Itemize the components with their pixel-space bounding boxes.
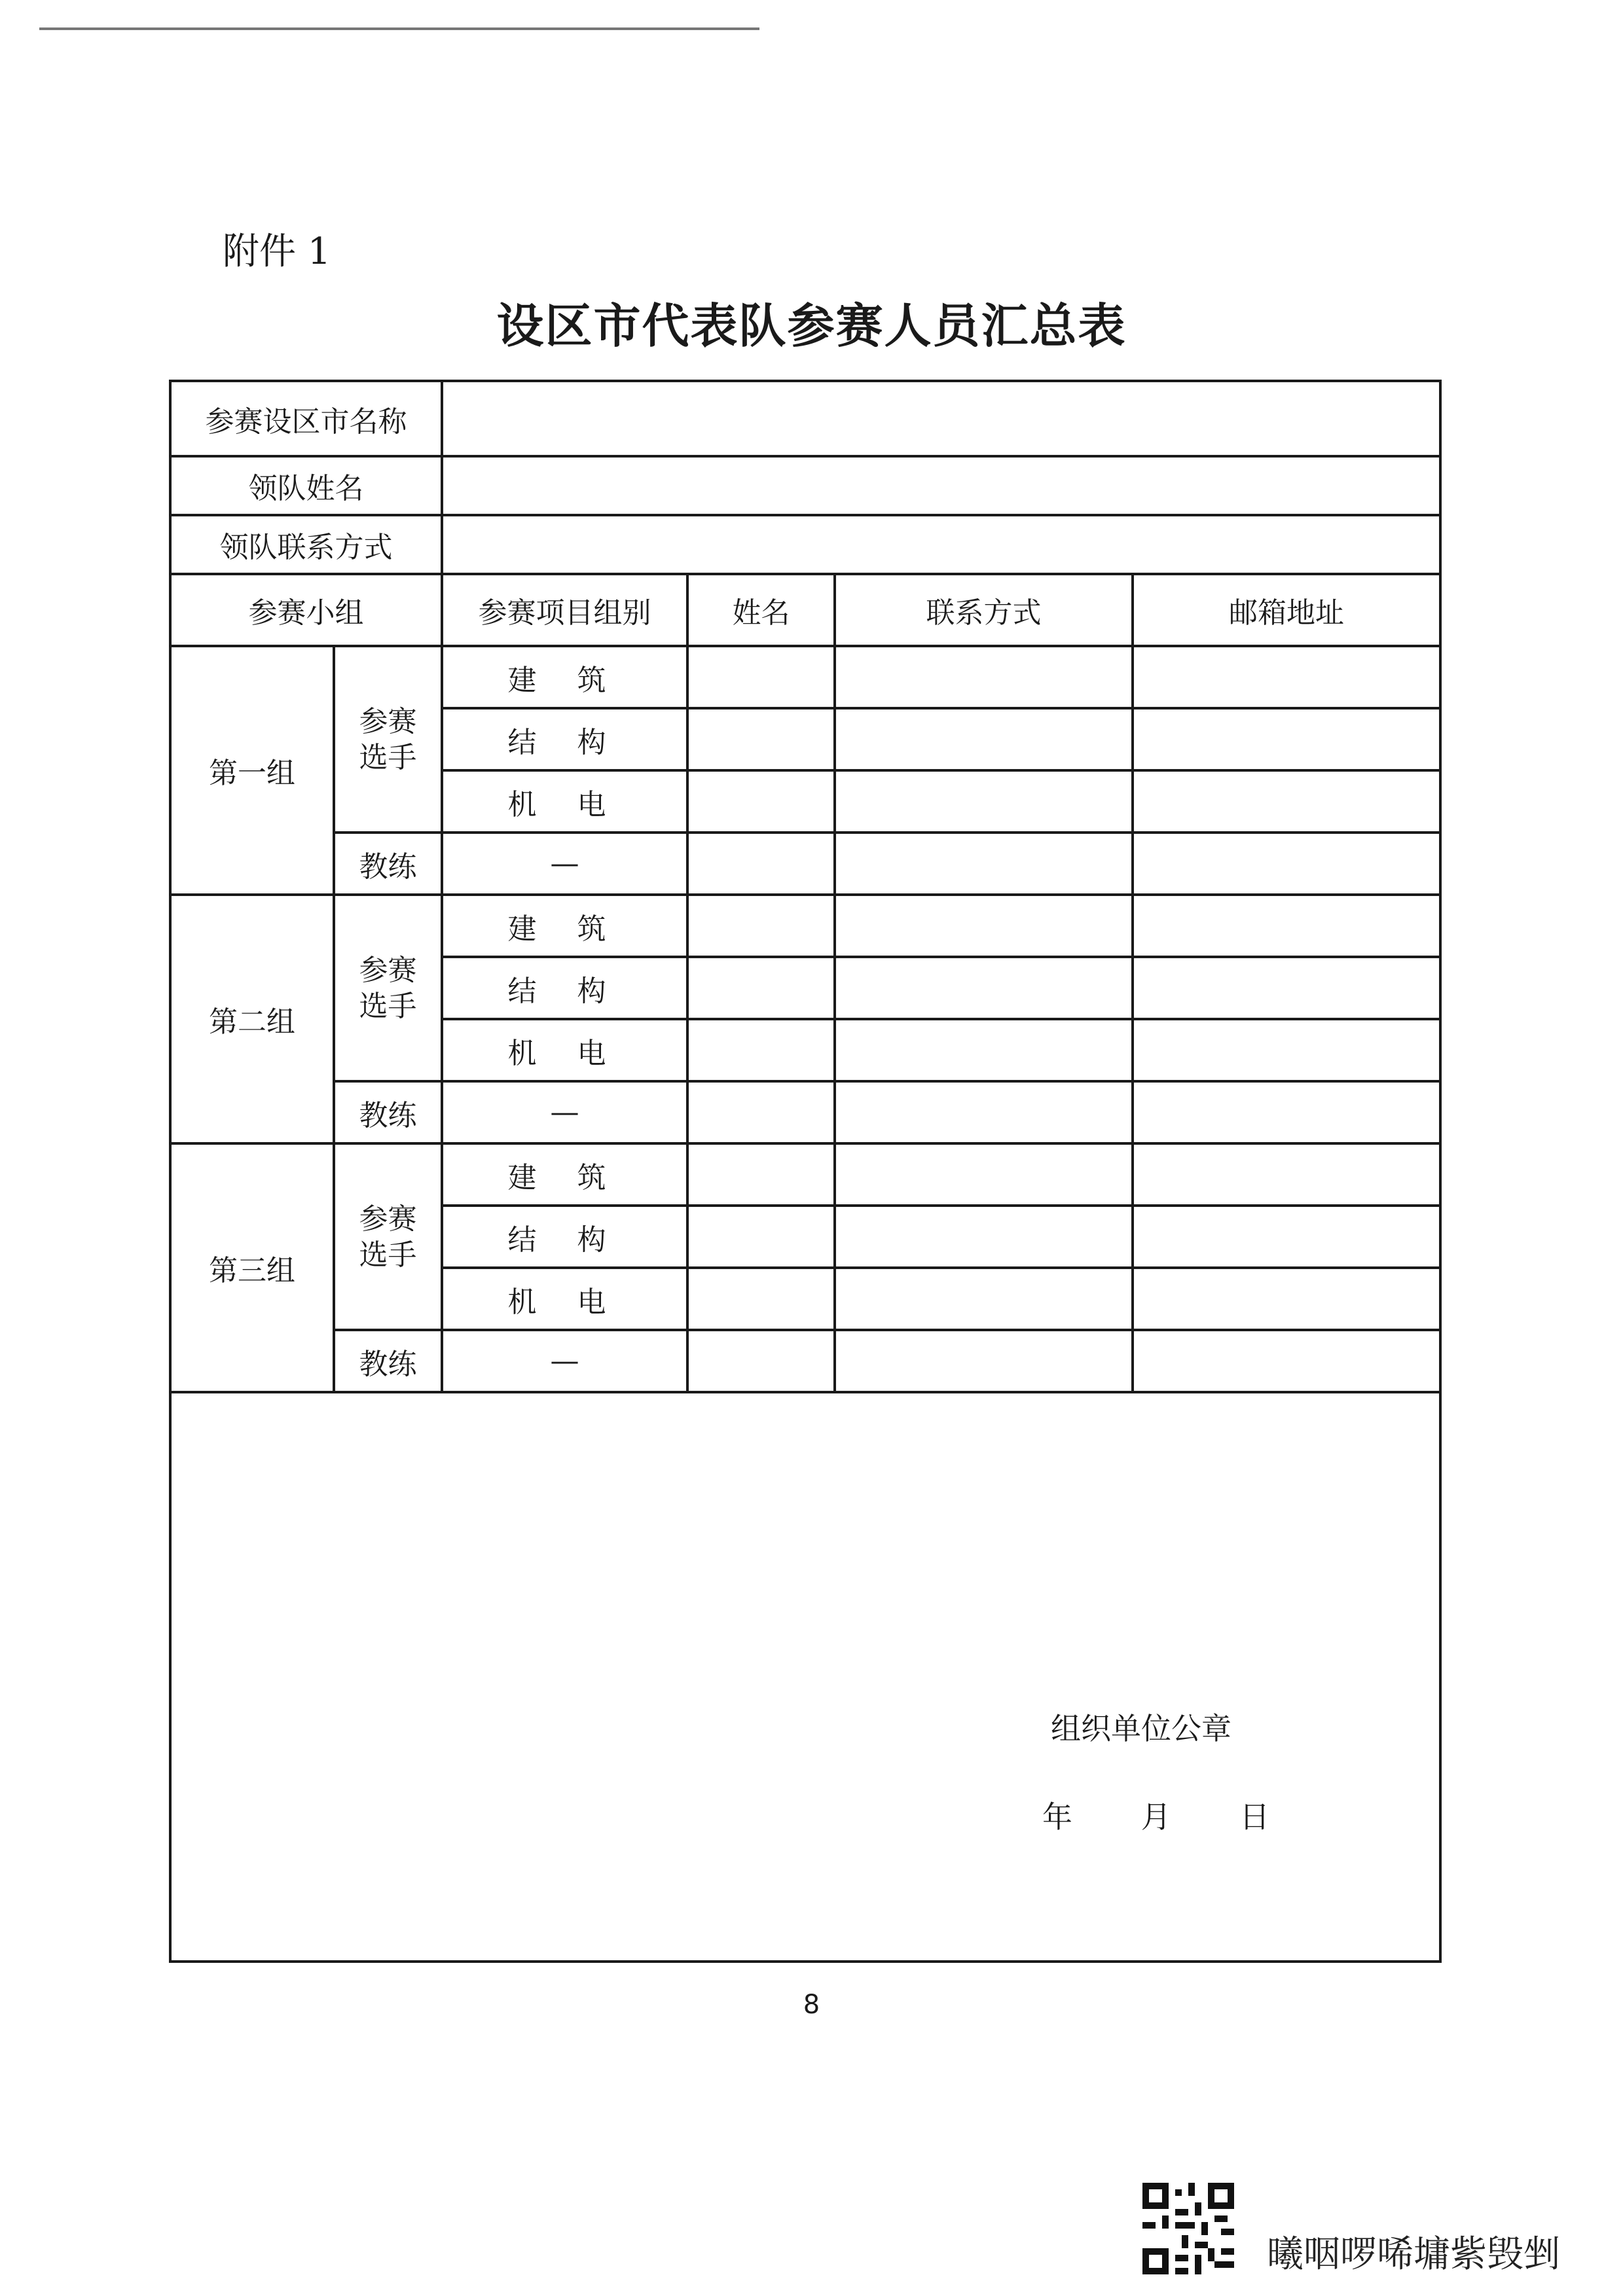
contact-field[interactable] — [835, 895, 1133, 957]
info-row — [170, 456, 1440, 515]
group-name: 第一组 — [170, 646, 334, 895]
email-field[interactable] — [1133, 1268, 1440, 1330]
table-row — [170, 1143, 1440, 1206]
email-field[interactable] — [1133, 957, 1440, 1019]
event-label: 建 筑 — [442, 895, 687, 957]
seal-area — [170, 1392, 1440, 1962]
contestant-label: 参赛 选手 — [334, 646, 442, 833]
header-email: 邮箱地址 — [1133, 574, 1440, 646]
attachment-label: 附件 1 — [223, 230, 331, 273]
date-label: 年 月 日 — [1042, 1799, 1270, 1835]
name-field[interactable] — [687, 1330, 835, 1392]
contact-field[interactable] — [835, 646, 1133, 708]
name-field[interactable] — [687, 1081, 835, 1143]
event-label: 建 筑 — [442, 646, 687, 708]
footer-text: 曦咽啰唏墉紫毁剉 — [1267, 2233, 1560, 2276]
group-name: 第三组 — [170, 1143, 334, 1392]
page-number: 8 — [803, 1990, 820, 2020]
name-field[interactable] — [687, 1206, 835, 1268]
contact-field[interactable] — [835, 1081, 1133, 1143]
info-value-field[interactable] — [442, 456, 1440, 515]
coach-label: 教练 — [334, 1081, 442, 1143]
email-field[interactable] — [1133, 770, 1440, 833]
group-name: 第二组 — [170, 895, 334, 1143]
email-field[interactable] — [1133, 1143, 1440, 1206]
event-label: 结 构 — [442, 957, 687, 1019]
email-field[interactable] — [1133, 895, 1440, 957]
name-field[interactable] — [687, 833, 835, 895]
event-label: 机 电 — [442, 1268, 687, 1330]
contact-field[interactable] — [835, 957, 1133, 1019]
table-row — [170, 1330, 1440, 1392]
table-row — [170, 646, 1440, 708]
email-field[interactable] — [1133, 833, 1440, 895]
info-value-field[interactable] — [442, 515, 1440, 574]
coach-label: 教练 — [334, 833, 442, 895]
info-row — [170, 381, 1440, 456]
contact-field[interactable] — [835, 1143, 1133, 1206]
info-label: 领队联系方式 — [170, 515, 442, 574]
header-contact: 联系方式 — [835, 574, 1133, 646]
email-field[interactable] — [1133, 1206, 1440, 1268]
name-field[interactable] — [687, 957, 835, 1019]
info-value-field[interactable] — [442, 381, 1440, 456]
coach-event: — — [442, 1081, 687, 1143]
event-label: 建 筑 — [442, 1143, 687, 1206]
coach-event: — — [442, 833, 687, 895]
event-label: 结 构 — [442, 1206, 687, 1268]
contact-field[interactable] — [835, 1330, 1133, 1392]
header-name: 姓名 — [687, 574, 835, 646]
scan-top-line — [39, 27, 759, 30]
email-field[interactable] — [1133, 708, 1440, 770]
email-field[interactable] — [1133, 1019, 1440, 1081]
name-field[interactable] — [687, 895, 835, 957]
header-group: 参赛小组 — [170, 574, 442, 646]
contact-field[interactable] — [835, 1206, 1133, 1268]
name-field[interactable] — [687, 1268, 835, 1330]
name-field[interactable] — [687, 770, 835, 833]
contact-field[interactable] — [835, 770, 1133, 833]
header-event-group: 参赛项目组别 — [442, 574, 687, 646]
contact-field[interactable] — [835, 708, 1133, 770]
name-field[interactable] — [687, 646, 835, 708]
info-label: 参赛设区市名称 — [170, 381, 442, 456]
info-label: 领队姓名 — [170, 456, 442, 515]
name-field[interactable] — [687, 708, 835, 770]
table-row — [170, 1081, 1440, 1143]
info-row — [170, 515, 1440, 574]
contestant-label: 参赛 选手 — [334, 1143, 442, 1330]
email-field[interactable] — [1133, 646, 1440, 708]
contact-field[interactable] — [835, 1268, 1133, 1330]
event-label: 机 电 — [442, 1019, 687, 1081]
name-field[interactable] — [687, 1019, 835, 1081]
coach-label: 教练 — [334, 1330, 442, 1392]
table-header-row — [170, 574, 1440, 646]
page-title: 设区市代表队参赛人员汇总表 — [496, 298, 1127, 353]
contestant-label: 参赛 选手 — [334, 895, 442, 1081]
contact-field[interactable] — [835, 1019, 1133, 1081]
contact-field[interactable] — [835, 833, 1133, 895]
seal-row — [170, 1392, 1440, 1962]
table-row — [170, 895, 1440, 957]
qr-code-icon — [1142, 2183, 1234, 2274]
name-field[interactable] — [687, 1143, 835, 1206]
event-label: 机 电 — [442, 770, 687, 833]
email-field[interactable] — [1133, 1081, 1440, 1143]
table-row — [170, 833, 1440, 895]
event-label: 结 构 — [442, 708, 687, 770]
summary-table — [169, 380, 1442, 1963]
seal-label: 组织单位公章 — [1051, 1711, 1231, 1746]
email-field[interactable] — [1133, 1330, 1440, 1392]
coach-event: — — [442, 1330, 687, 1392]
